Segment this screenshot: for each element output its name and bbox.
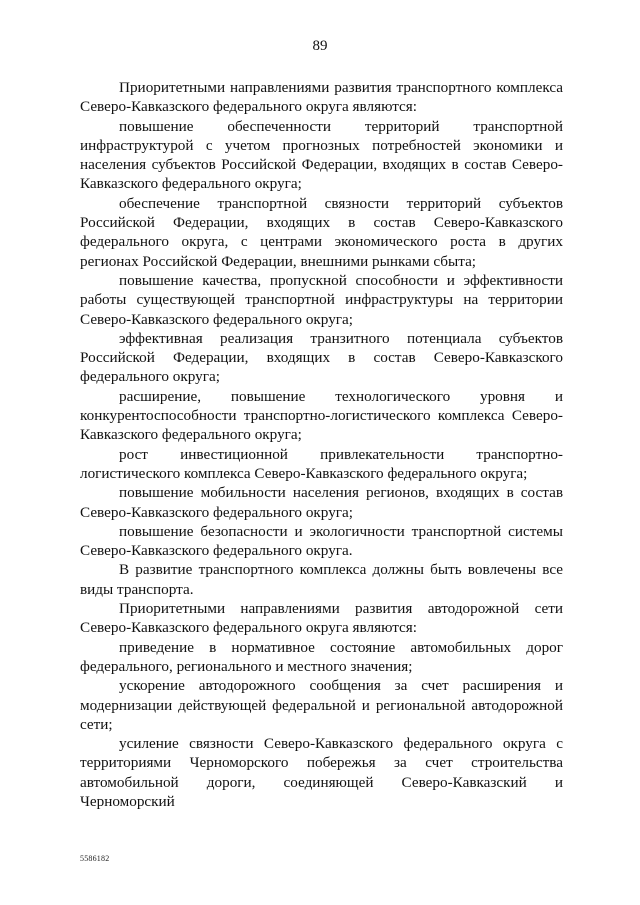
document-body [80,78,563,811]
document-code: 5586182 [80,854,110,863]
paragraph: приведение в нормативное состояние автомобильных дорог федерального, регионального и местного значения; [80,638,563,675]
page-number: 89 [312,38,328,54]
paragraph: повышение мобильности населения регионов, входящих в состав Северо-Кавказского федерального округа; [80,484,563,521]
paragraph: расширение, повышение технологического уровня и конкурентоспособности транспортно-логистического комплекса Северо-Кавказского федерального округа; [80,387,563,444]
paragraph: усиление связности Северо-Кавказского федерального округа с территориями Черноморского побережья за счет строительства автомобильной дороги, соединяющей Северо-Кавказский и Черноморский [80,735,563,810]
paragraph: Приоритетными направлениями развития автодорожной сети Северо-Кавказского федерального округа являются: [80,600,563,637]
paragraph: рост инвестиционной привлекательности транспортно-логистического комплекса Северо-Кавказского федерального округа; [80,445,563,482]
paragraph: Приоритетными направлениями развития транспортного комплекса Северо-Кавказского федерального округа являются: [80,79,563,116]
paragraph: ускорение автодорожного сообщения за счет расширения и модернизации действующей федеральной и региональной автодорожной сети; [80,677,563,733]
paragraph: обеспечение транспортной связности территорий субъектов Российской Федерации, входящих в состав Северо-Кавказского федерального округа, с центрами экономического роста в других регионах Российской Федерации, внешними рынками сбыта; [80,194,563,270]
paragraph: эффективная реализация транзитного потенциала субъектов Российской Федерации, входящих в состав Северо-Кавказского федерального округа; [80,329,563,386]
paragraph: повышение качества, пропускной способности и эффективности работы существующей транспортной инфраструктуры на территории Северо-Кавказского федерального округа; [80,271,563,328]
paragraph: повышение обеспеченности территорий транспортной инфраструктурой с учетом прогнозных потребностей экономики и населения субъектов Российской Федерации, входящих в состав Северо-Кавказского федерального округа; [80,117,563,193]
paragraph: В развитие транспортного комплекса должны быть вовлечены все виды транспорта. [80,561,563,598]
paragraph: повышение безопасности и экологичности транспортной системы Северо-Кавказского федерального округа. [80,522,563,560]
